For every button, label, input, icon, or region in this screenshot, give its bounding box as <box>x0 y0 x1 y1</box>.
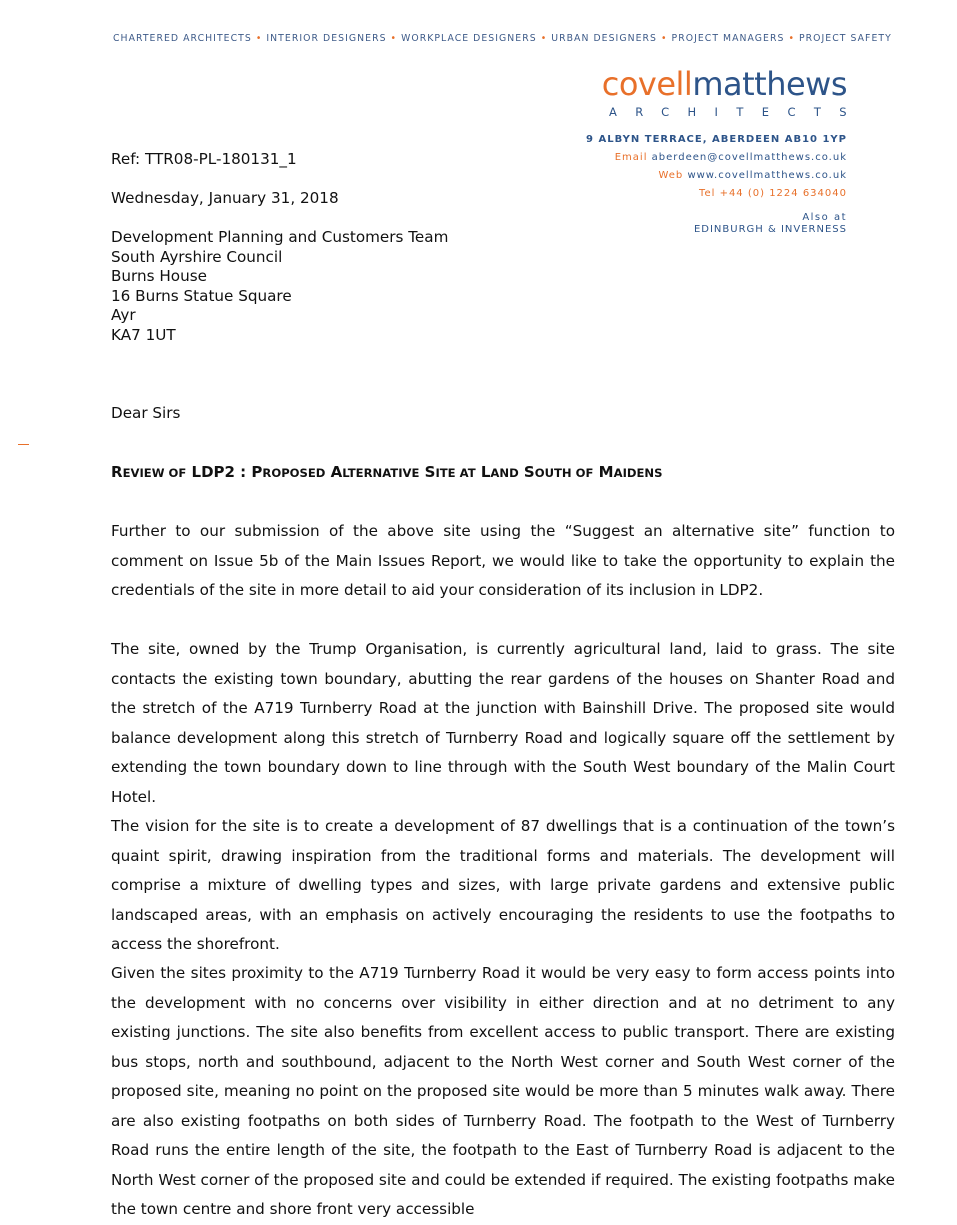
logo-wordmark <box>602 66 847 102</box>
services-strip <box>113 33 892 44</box>
service-item: PROJECT SAFETY <box>798 33 892 44</box>
company-address-block <box>586 131 847 236</box>
recipient-line: South Ayrshire Council <box>111 247 283 266</box>
other-offices: EDINBURGH & INVERNESS <box>693 224 847 235</box>
body-paragraph: Further to our submission of the above site using the “Suggest an alternative site” function to comment on Issue 5b of the Main Issues Report, we would like to take the opportunity to explain the credentials of the site in more detail to aid your consideration of its inclusion in LDP2. <box>111 522 895 599</box>
recipient-line: 16 Burns Statue Square <box>111 286 292 305</box>
body-paragraph: The site, owned by the Trump Organisation, is currently agricultural land, laid to grass. The site contacts the existing town boundary, abutting the rear gardens of the houses on Shanter Road and the stretch of the A719 Turnberry Road at the junction with Bainshill Drive. The proposed site would balance development along this stretch of Turnberry Road and logically square off the settlement by extending the town boundary down to line through with the South West boundary of the Malin Court Hotel. <box>111 640 895 806</box>
recipient-line: Ayr <box>111 306 136 324</box>
company-logo <box>601 65 865 119</box>
service-item: INTERIOR DESIGNERS <box>266 33 387 44</box>
separator-dot: • <box>255 33 263 44</box>
recipient-address <box>111 228 895 345</box>
service-item: URBAN DESIGNERS <box>551 33 657 44</box>
body-paragraph: The vision for the site is to create a development of 87 dwellings that is a continuation of the town’s quaint spirit, drawing inspiration from the traditional forms and materials. The development will comprise a mixture of dwelling types and sizes, with large private gardens and extensive public landscaped areas, with an emphasis on actively encouraging the residents to use the footpaths to access the shorefront. <box>111 817 895 953</box>
street-address: 9 ALBYN TERRACE, ABERDEEN AB10 1YP <box>586 134 847 145</box>
service-item: WORKPLACE DESIGNERS <box>401 33 537 44</box>
also-at-label: Also at <box>802 212 847 223</box>
letter-date: Wednesday, January 31, 2018 <box>111 189 339 207</box>
separator-dot: • <box>540 33 548 44</box>
recipient-line: Burns House <box>111 267 207 285</box>
recipient-line: Development Planning and Customers Team <box>111 228 449 246</box>
telephone-line: Tel +44 (0) 1224 634040 <box>699 188 847 199</box>
separator-dot: • <box>660 33 668 44</box>
web-address[interactable]: www.covellmatthews.co.uk <box>687 170 847 181</box>
web-label: Web <box>658 170 684 181</box>
logo-part-covell: covell <box>601 65 693 103</box>
email-address[interactable]: aberdeen@covellmatthews.co.uk <box>651 152 847 163</box>
separator-dot: • <box>788 33 795 44</box>
separator-dot: • <box>390 33 398 44</box>
reference-line: Ref: TTR08-PL-180131_1 <box>111 150 297 168</box>
subject-heading: REVIEW OF LDP2 : PROPOSED ALTERNATIVE SITE AT LAND SOUTH OF MAIDENS <box>111 463 663 481</box>
salutation: Dear Sirs <box>111 404 181 422</box>
service-item: CHARTERED ARCHITECTS <box>113 33 252 44</box>
email-label: Email <box>614 152 648 163</box>
body-paragraph: Given the sites proximity to the A719 Turnberry Road it would be very easy to form access points into the development with no concerns over visibility in either direction and at no detriment to any existing junctions. The site also benefits from excellent access to public transport. There are existing bus stops, north and southbound, adjacent to the North West corner and South West corner of the proposed site, meaning no point on the proposed site would be more than 5 minutes walk away. There are also existing footpaths on both sides of Turnberry Road. The footpath to the West of Turnberry Road runs the entire length of the site, the footpath to the East of Turnberry Road is adjacent to the North West corner of the proposed site and could be extended if required. The existing footpaths make the town centre and shore front very accessible <box>111 964 895 1218</box>
recipient-line: KA7 1UT <box>111 325 176 344</box>
fold-mark <box>18 444 29 445</box>
logo-subtitle: ARCHITECTS <box>609 105 865 119</box>
web-line <box>586 167 847 185</box>
logo-part-matthews: matthews <box>692 65 847 103</box>
service-item: PROJECT MANAGERS <box>671 33 785 44</box>
